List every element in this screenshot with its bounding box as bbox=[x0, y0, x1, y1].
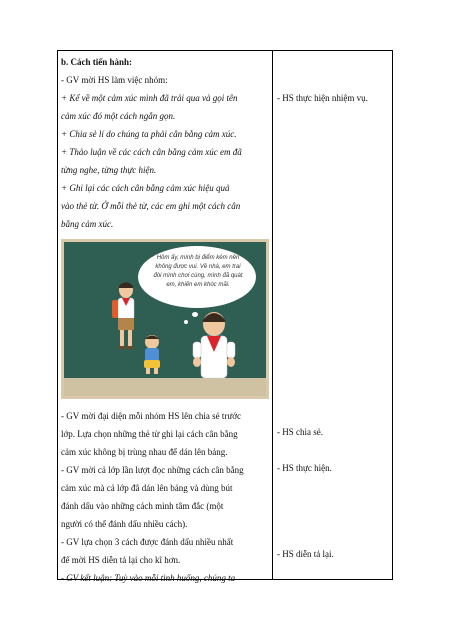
activity-line: từng nghe, từng thực hiện. bbox=[61, 165, 157, 175]
activity-line: - GV kết luận: Tuỳ vào mỗi tình huống, chúng ta bbox=[61, 573, 236, 583]
activity-line: người có thể đánh dấu nhiều cách). bbox=[61, 519, 188, 529]
children-drawing bbox=[64, 242, 266, 396]
student-note: - HS thực hiện nhiệm vụ. bbox=[277, 93, 368, 103]
column-divider bbox=[272, 51, 273, 579]
section-heading: b. Cách tiến hành: bbox=[61, 57, 133, 67]
activity-line: - GV mời đại diện mỗi nhóm HS lên chia sẻ trước bbox=[61, 411, 241, 421]
boy-speaking-figure bbox=[193, 312, 235, 378]
activity-line: cảm xúc không bị trùng nhau để dán lên bảng. bbox=[61, 447, 228, 457]
classroom-illustration bbox=[61, 239, 269, 399]
crying-child-figure bbox=[144, 335, 160, 374]
activity-line: - GV lựa chọn 3 cách được đánh dấu nhiều nhất bbox=[61, 537, 234, 547]
activity-line: + Kể về một cảm xúc mình đã trải qua và gọi tên bbox=[61, 93, 238, 103]
activity-line: bằng cảm xúc. bbox=[61, 219, 114, 229]
activity-line: đánh dấu vào những cách mình tâm đắc (một bbox=[61, 501, 224, 511]
student-activities-column bbox=[277, 51, 392, 579]
activity-line: để mời HS diễn tả lại cho kĩ hơn. bbox=[61, 555, 181, 565]
activity-line: - GV mời cả lớp lần lượt đọc những cách cân bằng bbox=[61, 465, 244, 475]
activity-line: lớp. Lựa chọn những thẻ từ ghi lại cách cân bằng bbox=[61, 429, 238, 439]
teacher-activities-column bbox=[61, 53, 269, 587]
student-note: - HS diễn tả lại. bbox=[277, 549, 334, 559]
student-note: - HS thực hiện. bbox=[277, 463, 332, 473]
activity-line: cảm xúc mà cả lớp đã dán lên bảng và dùng bút bbox=[61, 483, 233, 493]
student-note: - HS chia sẻ. bbox=[277, 427, 323, 437]
activity-line: vào thẻ từ. Ở mỗi thẻ từ, các em ghi một cách cân bbox=[61, 201, 241, 211]
speech-bubble-text: Hôm ấy, mình bị điểm kém nên không được vui. Về nhà, em trai đòi mình chơi cùng, mình đã quát em, khiến em khóc mãi. bbox=[153, 255, 243, 288]
boy-standing-figure bbox=[112, 282, 134, 349]
activity-line: + Thảo luận về các cách cân bằng cảm xúc em đã bbox=[61, 147, 242, 157]
activity-line: + Ghi lại các cách cân bằng cảm xúc hiệu quả bbox=[61, 183, 230, 193]
activity-line: cảm xúc đó một cách ngắn gọn. bbox=[61, 111, 176, 121]
activity-line: + Chia sẻ lí do chúng ta phải cân bằng cảm xúc. bbox=[61, 129, 237, 139]
lesson-table bbox=[57, 50, 393, 583]
floor bbox=[64, 378, 266, 396]
activity-line: - GV mời HS làm việc nhóm: bbox=[61, 75, 168, 85]
